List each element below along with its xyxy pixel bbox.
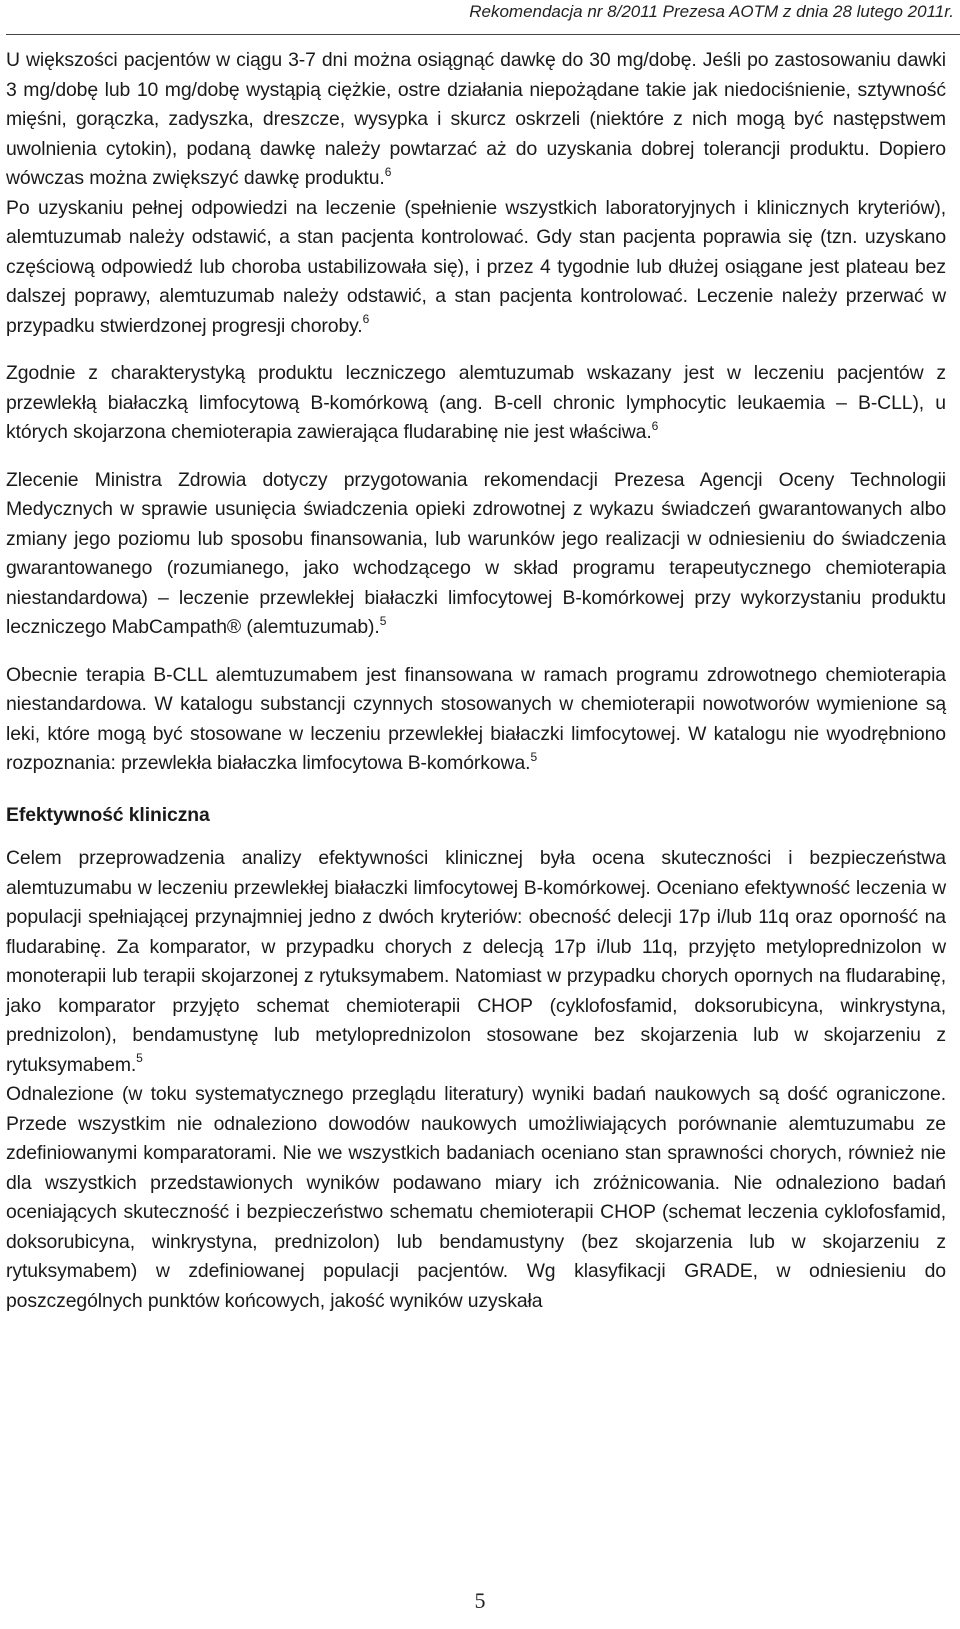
running-header: Rekomendacja nr 8/2011 Prezesa AOTM z dnia 28 lutego 2011r.	[469, 2, 954, 21]
paragraph-commission	[6, 466, 946, 643]
footnote-ref: 6	[362, 312, 370, 327]
document-body	[6, 46, 946, 1316]
paragraph-discontinuation	[6, 194, 946, 342]
paragraph-financing-text: Obecnie terapia B-CLL alemtuzumabem jest finansowana w ramach programu zdrowotnego chemioterapia niestandardowa. W katalogu substancji czynnych stosowanych w chemioterapii nowotworów wymienione są leki, które mogą być stosowane w leczeniu przewlekłej białaczki limfocytowej. W katalogu nie wyodrębniono rozpoznania: przewlekła białaczka limfocytowa B-komórkowa.	[6, 663, 946, 774]
footnote-ref: 5	[379, 613, 387, 628]
footnote-ref: 5	[136, 1051, 143, 1066]
paragraph-dosing	[6, 46, 946, 194]
paragraph-analysis-aim	[6, 844, 946, 1080]
paragraph-discontinuation-text: Po uzyskaniu pełnej odpowiedzi na leczenie (spełnienie wszystkich laboratoryjnych i klinicznych kryteriów), alemtuzumab należy odstawić, a stan pacjenta kontrolować. Gdy stan pacjenta poprawia się (tzn. uzyskano częściową odpowiedź lub choroba ustabilizowała się), i przez 4 tygodnie lub dłużej osiągane jest plateau bez dalszej poprawy, alemtuzumab należy odstawić, a stan pacjenta kontrolować. Leczenie należy przerwać w przypadku stwierdzonej progresji choroby.	[6, 196, 946, 337]
paragraph-analysis-aim-text: Celem przeprowadzenia analizy efektywności klinicznej była ocena skuteczności i bezpieczeństwa alemtuzumabu w leczeniu przewlekłej białaczki limfocytowej B-komórkowej. Oceniano efektywność leczenia w populacji spełniającej przynajmniej jedno z dwóch kryteriów: obecność delecji 17p i/lub 11q oraz oporność na fludarabinę. Za komparator, w przypadku chorych z delecją 17p i/lub 11q, przyjęto metyloprednizolon w monoterapii lub terapii skojarzonej z rytuksymabem. Natomiast w przypadku chorych opornych na fludarabinę, jako komparator przyjęto schemat chemioterapii CHOP (cyklofosfamid, doksorubicyna, winkrystyna, prednizolon), bendamustynę lub metyloprednizolon stosowane bez skojarzenia lub w skojarzeniu z rytuksymabem.	[6, 847, 946, 1076]
page-number: 5	[474, 1588, 486, 1613]
footnote-ref: 6	[384, 164, 392, 179]
header-rule	[6, 34, 960, 35]
footnote-ref: 5	[530, 749, 538, 764]
paragraph-indication	[6, 359, 946, 448]
section-heading: Efektywność kliniczna	[6, 803, 210, 826]
paragraph-dosing-text: U większości pacjentów w ciągu 3-7 dni można osiągnąć dawkę do 30 mg/dobę. Jeśli po zastosowaniu dawki 3 mg/dobę lub 10 mg/dobę wystąpią ciężkie, ostre działania niepożądane takie jak niedociśnienie, sztywność mięśni, gorączka, zadyszka, dreszcze, wysypka i skurcz oskrzeli (niektóre z nich mogą być następstwem uwolnienia cytokin), podaną dawkę należy powtarzać aż do uzyskania dobrej tolerancji produktu. Dopiero wówczas można zwiększyć dawkę produktu.	[6, 49, 946, 189]
footnote-ref: 6	[651, 418, 659, 433]
paragraph-commission-text: Zlecenie Ministra Zdrowia dotyczy przygotowania rekomendacji Prezesa Agencji Oceny Technologii Medycznych w sprawie usunięcia świadczenia opieki zdrowotnej z wykazu świadczeń gwarantowanych albo zmiany jego poziomu lub sposobu finansowania, lub warunków jego realizacji w odniesieniu do świadczenia gwarantowanego (rozumianego, jako wchodzącego w skład programu terapeutycznego chemioterapia niestandardowa) – leczenie przewlekłej białaczki limfocytowej B-komórkowej przy wykorzystaniu produktu leczniczego MabCampath® (alemtuzumab).	[6, 468, 946, 638]
paragraph-financing	[6, 661, 946, 779]
paragraph-indication-text: Zgodnie z charakterystyką produktu leczniczego alemtuzumab wskazany jest w leczeniu pacjentów z przewlekłą białaczką limfocytową B-komórkową (ang. B-cell chronic lymphocytic leukaemia – B-CLL), u których skojarzona chemioterapia zawierająca fludarabinę nie jest właściwa.	[6, 362, 946, 443]
paragraph-evidence-limits: Odnalezione (w toku systematycznego przeglądu literatury) wyniki badań naukowych są dość ograniczone. Przede wszystkim nie odnaleziono dowodów naukowych umożliwiających porównanie alemtuzumabu ze zdefiniowanymi komparatorami. Nie we wszystkich badaniach oceniano stan sprawności chorych, również nie dla wszystkich przedstawionych wyników podawano miary ich zróżnicowania. Nie odnaleziono badań oceniających skuteczność i bezpieczeństwo schematu chemioterapii CHOP (schemat leczenia cyklofosfamid, doksorubicyna, winkrystyna, prednizolon) lub bendamustyny (bez skojarzenia lub w skojarzeniu z rytuksymabem) w zdefiniowanej populacji pacjentów. Wg klasyfikacji GRADE, w odniesieniu do poszczególnych punktów końcowych, jakość wyników uzyskała	[6, 1083, 946, 1312]
